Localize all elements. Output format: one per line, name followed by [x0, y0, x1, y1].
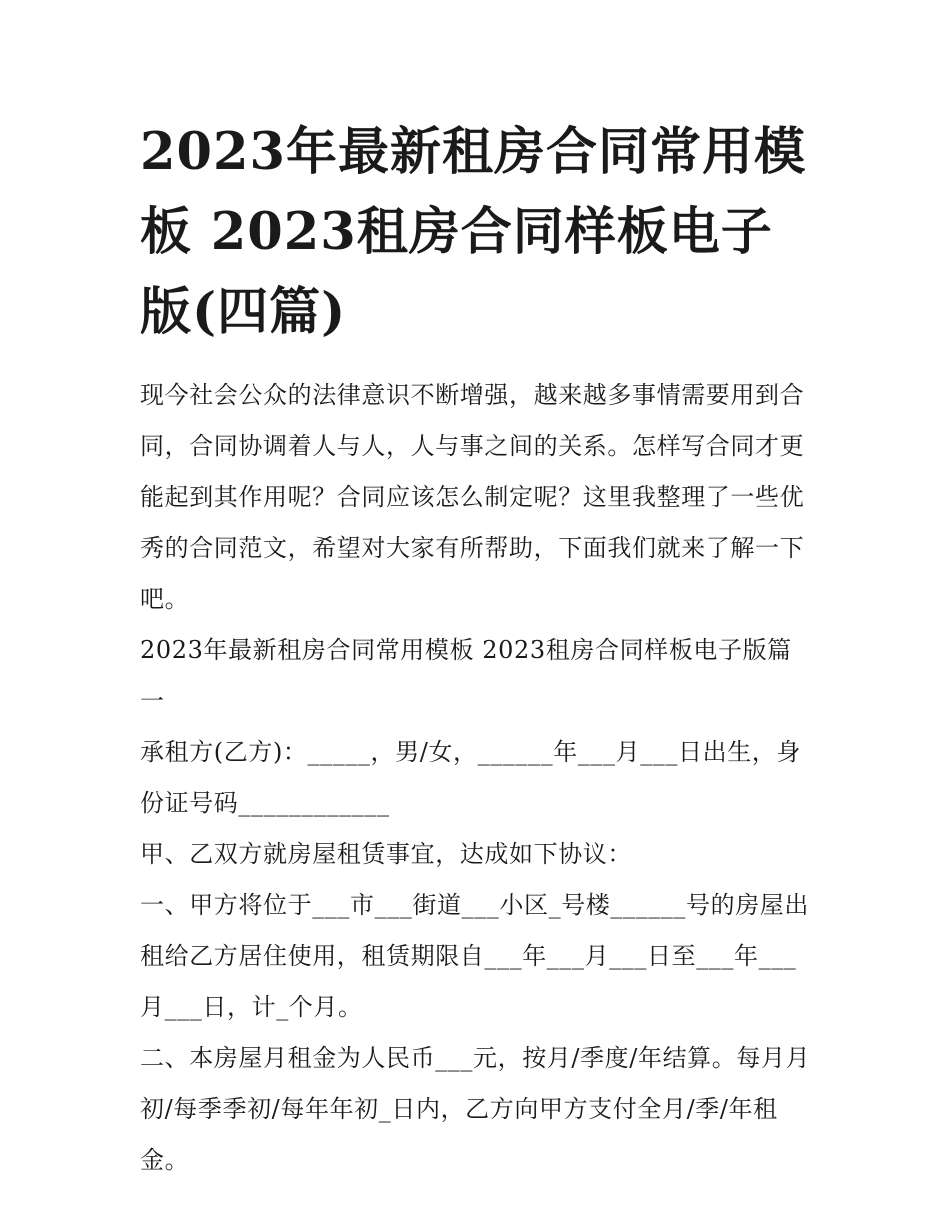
clause-one-paragraph: 一、甲方将位于___市___街道___小区_号楼______号的房屋出租给乙方居住使用，租赁期限自___年___月___日至___年___月___日，计_个月。	[140, 891, 809, 1021]
intro-paragraph: 现今社会公众的法律意识不断增强，越来越多事情需要用到合同，合同协调着人与人，人与事之间的关系。怎样写合同才更能起到其作用呢？合同应该怎么制定呢？这里我整理了一些优秀的合同范文，希望对大家有所帮助，下面我们就来了解一下吧。	[140, 381, 805, 613]
document-page	[140, 112, 815, 1186]
section-heading: 2023年最新租房合同常用模板 2023租房合同样板电子版篇一	[140, 636, 792, 715]
clause-two-paragraph: 二、本房屋月租金为人民币___元，按月/季度/年结算。每月月初/每季季初/每年年初_日内，乙方向甲方支付全月/季/年租金。	[140, 1044, 811, 1174]
document-title: 2023年最新租房合同常用模板 2023租房合同样板电子版(四篇)	[140, 122, 806, 342]
tenant-info-paragraph: 承租方(乙方)：_____，男/女，______年___月___日出生，身份证号码____________	[140, 738, 802, 817]
agreement-intro-paragraph: 甲、乙双方就房屋租赁事宜，达成如下协议：	[140, 840, 632, 868]
